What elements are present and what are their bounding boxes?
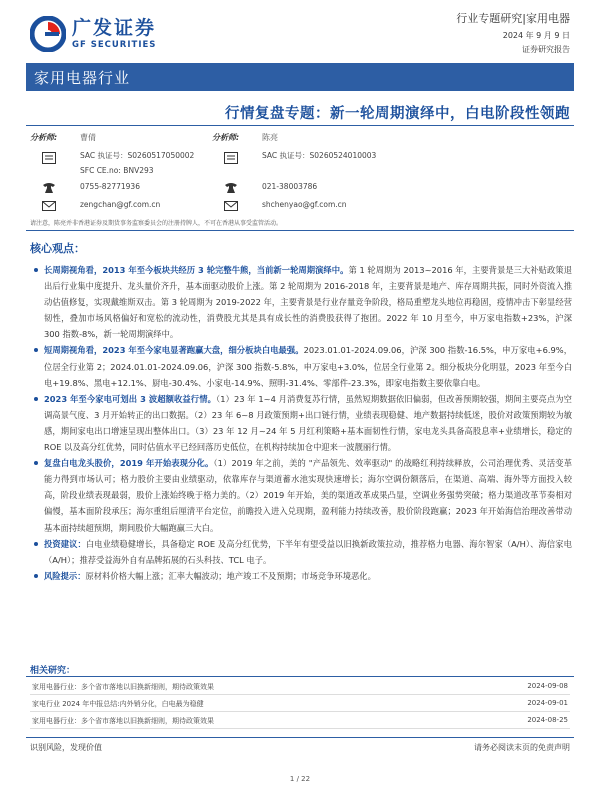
certificate-icon [224, 152, 238, 164]
related-item[interactable] [30, 712, 570, 729]
footer-disclaimer-link: 请务必阅读末页的免责声明 [474, 743, 570, 752]
phone-icon [42, 182, 56, 194]
section-rule [26, 230, 574, 231]
bullet-risk-warning [32, 568, 572, 584]
report-date: 2024 年 9 月 9 日 [502, 31, 570, 40]
analyst-name: 陈亮 [262, 133, 278, 142]
related-title: 相关研究： [30, 666, 76, 676]
core-bullets [32, 262, 572, 584]
analyst-sac: SAC 执证号：S0260517050002 [80, 151, 195, 160]
gf-logo-icon [30, 16, 66, 52]
bullet-short-cycle [32, 342, 572, 390]
bullet-body: （1）2019 年之前，美的 "产品领先、效率驱动" 的战略红利持续释放，公司治理优秀、灵活变革能力得到市场认可；格力股价主要由业绩驱动，依靠库存与渠道蓄水池实现快速增长；海尔空调份额落后，在渠道、高端、海外等方面投入较高，阶段业绩表现最弱，股价上涨始终晚于格力美的。（2）2019 年开始，美的渠道改革成果凸显，空调业务强势突破；格力渠道改革节奏相对偏慢，基本面阶段承压；海尔重组后厘清平台定位，前瞻投入进入兑现期，盈利能力持续改善，股价阶段跑赢；2023 年开始海信治理改善带动基本面持续超预期，期间股价大幅跑赢三大白。 [44, 458, 573, 533]
analyst-email[interactable]: shchenyao@gf.com.cn [262, 200, 347, 209]
related-item-title[interactable]: 家电行业 2024 年中报总结:内外销分化，白电最为稳健 [32, 700, 204, 708]
footer-slogan: 识别风险，发现价值 [30, 743, 102, 752]
related-item-title[interactable]: 家用电器行业：多个省市落地以旧换新细则，期待政策效果 [32, 717, 214, 725]
analyst-sfc: SFC CE.no: BNV293 [80, 166, 154, 175]
bullet-lead: 投资建议： [44, 538, 86, 549]
bullet-body: 第 1 轮周期为 2013~2016 年，主要背景是三大补贴政策退出后行业集中度提升、龙头量价齐升，基本面驱动股价上涨。第 2 轮周期为 2016-2018 年，主要背景是地产、库存周期共振，同时外资流入推动估值修复，实现戴维斯双击。第 3 轮周期为 2019-2022 年，主要背景是行业存量竞争阶段，格局重塑龙头地位再稳固，疫情冲击下彰显经营韧性，叠加市场风格偏好和宽松的流动性，消费股尤其是具有成长性的消费股获得了抱团。2022 年 10 月至今，申万家电指数+23%，沪深 300 指数-8%，新一轮周期演绎中。 [44, 265, 572, 340]
footer-rule [26, 737, 574, 738]
bullet-investment-advice [32, 536, 572, 568]
phone-icon [224, 182, 238, 194]
bullet-lead: 风险提示： [44, 570, 86, 581]
banner-title: 家用电器行业 [34, 69, 131, 87]
certificate-icon [42, 152, 56, 164]
analyst-phone: 0755-82771936 [80, 182, 140, 191]
bullet-lead: 短周期视角看，2023 年至今家电显著跑赢大盘，细分板块白电最强。 [44, 345, 304, 356]
bullet-long-cycle [32, 262, 572, 342]
related-item-date: 2024-09-08 [527, 682, 568, 690]
analyst-email[interactable]: zengchan@gf.com.cn [80, 200, 161, 209]
related-item[interactable] [30, 678, 570, 695]
related-rule [26, 676, 574, 677]
gf-logo [30, 16, 156, 52]
logo-cn-text: 广发证券 [72, 17, 157, 39]
report-sub: 证券研究报告 [522, 45, 570, 54]
bullet-three-waves [32, 391, 572, 455]
related-item-title[interactable]: 家用电器行业：多个省市落地以旧换新细则，期待政策效果 [32, 683, 214, 691]
related-item-date: 2024-09-01 [527, 699, 568, 707]
analyst-label: 分析师: [212, 133, 240, 142]
bullet-lead: 复盘白电龙头股价，2019 年开始表现分化。 [44, 458, 214, 469]
email-icon [224, 200, 238, 212]
main-title: 行情复盘专题：新一轮周期演绎中，白电阶段性领跑 [225, 106, 570, 122]
related-list [30, 678, 570, 729]
title-rule [26, 125, 574, 126]
bullet-lead: 长周期视角看，2013 年至今板块共经历 3 轮完整牛熊，当前新一轮周期演绎中。 [44, 265, 349, 275]
related-item-date: 2024-08-25 [527, 716, 568, 724]
page-number: 1 / 22 [289, 775, 311, 783]
report-type: 行业专题研究|家用电器 [456, 12, 570, 25]
logo-en-text: GF SECURITIES [72, 40, 157, 50]
email-icon [42, 200, 56, 212]
bullet-body: （1）23 年 1~4 月消费复苏行情，虽然短期数据依旧偏弱，但改善预期较强，期间主要亮点为空调高景气度、3 月开始转正的出口数据。（2）23 年 6~8 月政策预期+出口链行情，业绩表现稳健、地产数据持续低迷，股价对政策预期较为敏感，期间家电出口增速呈现出整体出口。（3）23 年 12 月~24 年 5 月红利策略+基本面韧性行情，家电龙头具备高股息率+业绩增长，稳定的 ROE 以及高分红优势，同时估值水平已经回落历史低位，在机构持续加仓中迎来一波靓丽行情。 [44, 393, 572, 453]
page-header [0, 0, 600, 62]
industry-banner [26, 63, 574, 91]
bullet-white-goods-review [32, 455, 572, 535]
bullet-body: 2023.01.01-2024.09.06，沪深 300 指数-16.5%，申万家电+6.9%，位居全行业第 2；2024.01.01-2024.09.06，沪深 300 指数-5.8%，申万家电+3.0%，位居全行业第 2。细分板块分化明显，2023 年至今白电+19.8%、黑电+12.1%、厨电-30.4%、小家电-14.9%、照明-31.4%、零部件-23.3%，即家电指数主要依靠白电。 [44, 345, 573, 388]
analyst-label: 分析师: [30, 133, 58, 142]
analyst-sac: SAC 执证号：S0260524010003 [262, 151, 377, 160]
core-title: 核心观点： [30, 242, 85, 255]
related-item[interactable] [30, 695, 570, 712]
analyst-phone: 021-38003786 [262, 182, 318, 191]
analyst-disclaimer: 请注意，陈亮并非香港证券及期货事务监察委员会的注册持牌人，不可在香港从事受监管活动。 [30, 220, 283, 227]
analyst-name: 曹倩 [80, 133, 96, 142]
bullet-lead: 2023 年至今家电可划出 3 波超额收益行情。 [44, 393, 216, 404]
bullet-body: 白电业绩稳健增长，具备稳定 ROE 及高分红优势，下半年有望受益以旧换新政策拉动，推荐格力电器、海尔智家（A/H）、海信家电（A/H）；推荐受益海外自有品牌拓展的石头科技、TCL 电子。 [44, 538, 572, 565]
bullet-body: 原材料价格大幅上涨；汇率大幅波动；地产竣工不及预期；市场竞争环境恶化。 [85, 570, 376, 581]
